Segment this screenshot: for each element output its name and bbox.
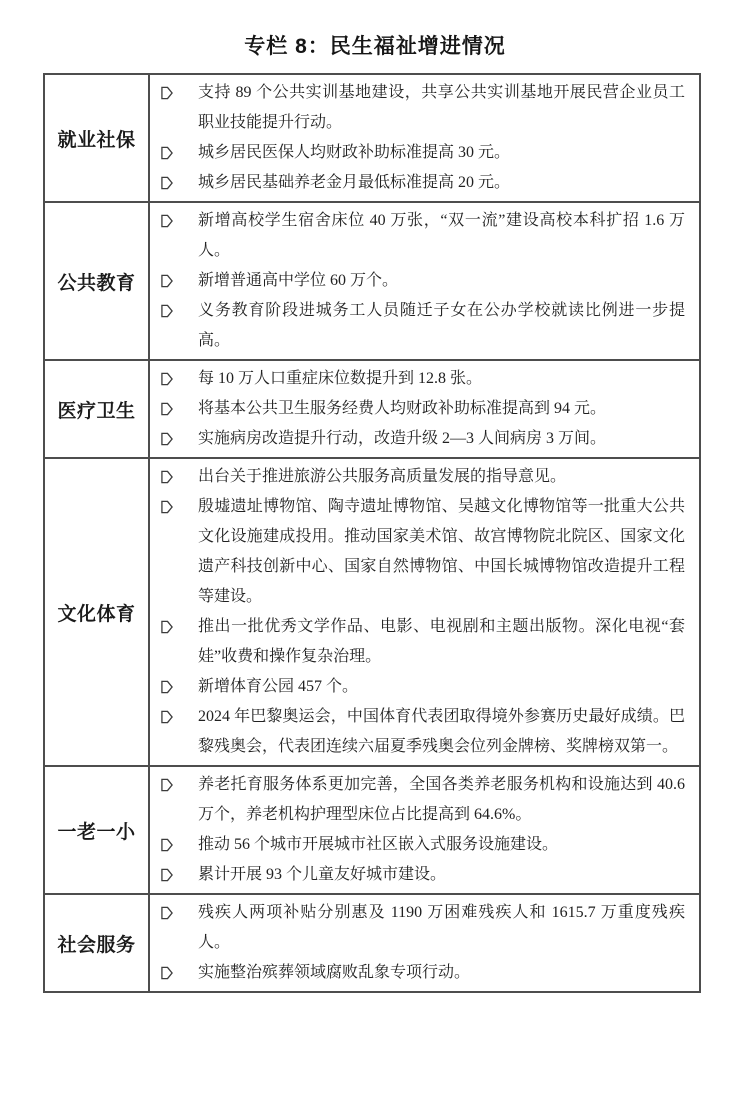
list-item [160, 898, 685, 958]
right-pentagon-arrow-icon [160, 206, 175, 266]
right-pentagon-arrow-icon [160, 958, 175, 988]
item-text: 新增高校学生宿舍床位 40 万张，“双一流”建设高校本科扩招 1.6 万人。 [198, 212, 685, 259]
item-text: 新增普通高中学位 60 万个。 [198, 272, 399, 289]
item-text: 实施整治殡葬领域腐败乱象专项行动。 [198, 964, 471, 981]
right-pentagon-arrow-icon [160, 394, 175, 424]
item-text: 实施病房改造提升行动，改造升级 2—3 人间病房 3 万间。 [198, 430, 607, 447]
right-pentagon-arrow-icon [160, 770, 175, 830]
list-item [160, 830, 685, 860]
item-text: 殷墟遗址博物馆、陶寺遗址博物馆、吴越文化博物馆等一批重大公共文化设施建成投用。推动国家美术馆、故宫博物院北院区、国家文化遗产科技创新中心、国家自然博物馆、中国长城博物馆改造提升工程等建设。 [198, 498, 685, 605]
item-text: 义务教育阶段进城务工人员随迁子女在公办学校就读比例进一步提高。 [198, 302, 685, 349]
table-row [45, 457, 699, 765]
row-items [150, 361, 699, 457]
list-item [160, 672, 685, 702]
right-pentagon-arrow-icon [160, 462, 175, 492]
right-pentagon-arrow-icon [160, 296, 175, 356]
right-pentagon-arrow-icon [160, 424, 175, 454]
right-pentagon-arrow-icon [160, 138, 175, 168]
list-item [160, 958, 685, 988]
right-pentagon-arrow-icon [160, 672, 175, 702]
table-row [45, 765, 699, 893]
item-text: 残疾人两项补贴分别惠及 1190 万困难残疾人和 1615.7 万重度残疾人。 [198, 904, 685, 951]
list-item [160, 78, 685, 138]
table-row [45, 359, 699, 457]
table-row [45, 75, 699, 201]
item-text: 累计开展 93 个儿童友好城市建设。 [198, 866, 447, 883]
item-text: 推出一批优秀文学作品、电影、电视剧和主题出版物。深化电视“套娃”收费和操作复杂治理。 [198, 618, 685, 665]
item-text: 城乡居民基础养老金月最低标准提高 20 元。 [198, 174, 511, 191]
category-label-4: 一老一小 [45, 767, 150, 893]
row-items [150, 895, 699, 991]
list-item [160, 492, 685, 612]
welfare-table [43, 73, 701, 993]
row-items [150, 203, 699, 359]
item-text: 将基本公共卫生服务经费人均财政补助标准提高到 94 元。 [198, 400, 607, 417]
row-items [150, 459, 699, 765]
category-label-2: 医疗卫生 [45, 361, 150, 457]
list-item [160, 424, 685, 454]
page-title: 专栏 8：民生福祉增进情况 [244, 35, 506, 58]
table-row [45, 201, 699, 359]
list-item [160, 394, 685, 424]
list-item [160, 860, 685, 890]
list-item [160, 770, 685, 830]
right-pentagon-arrow-icon [160, 830, 175, 860]
right-pentagon-arrow-icon [160, 612, 175, 672]
list-item [160, 138, 685, 168]
item-text: 城乡居民医保人均财政补助标准提高 30 元。 [198, 144, 511, 161]
category-label-3: 文化体育 [45, 459, 150, 765]
table-row [45, 893, 699, 991]
right-pentagon-arrow-icon [160, 702, 175, 762]
list-item [160, 266, 685, 296]
item-text: 每 10 万人口重症床位数提升到 12.8 张。 [198, 370, 483, 387]
list-item [160, 296, 685, 356]
right-pentagon-arrow-icon [160, 364, 175, 394]
item-text: 2024 年巴黎奥运会，中国体育代表团取得境外参赛历史最好成绩。巴黎残奥会，代表团连续六届夏季残奥会位列金牌榜、奖牌榜双第一。 [198, 708, 685, 755]
list-item [160, 206, 685, 266]
category-label-1: 公共教育 [45, 203, 150, 359]
right-pentagon-arrow-icon [160, 266, 175, 296]
item-text: 养老托育服务体系更加完善，全国各类养老服务机构和设施达到 40.6 万个，养老机构护理型床位占比提高到 64.6%。 [198, 776, 685, 823]
item-text: 出台关于推进旅游公共服务高质量发展的指导意见。 [198, 468, 567, 485]
right-pentagon-arrow-icon [160, 78, 175, 138]
category-label-5: 社会服务 [45, 895, 150, 991]
list-item [160, 364, 685, 394]
list-item [160, 612, 685, 672]
right-pentagon-arrow-icon [160, 898, 175, 958]
item-text: 推动 56 个城市开展城市社区嵌入式服务设施建设。 [198, 836, 559, 853]
right-pentagon-arrow-icon [160, 860, 175, 890]
row-items [150, 75, 699, 201]
right-pentagon-arrow-icon [160, 492, 175, 612]
item-text: 新增体育公园 457 个。 [198, 678, 359, 695]
list-item [160, 168, 685, 198]
row-items [150, 767, 699, 893]
right-pentagon-arrow-icon [160, 168, 175, 198]
list-item [160, 702, 685, 762]
list-item [160, 462, 685, 492]
item-text: 支持 89 个公共实训基地建设，共享公共实训基地开展民营企业员工职业技能提升行动。 [198, 84, 685, 131]
category-label-0: 就业社保 [45, 75, 150, 201]
